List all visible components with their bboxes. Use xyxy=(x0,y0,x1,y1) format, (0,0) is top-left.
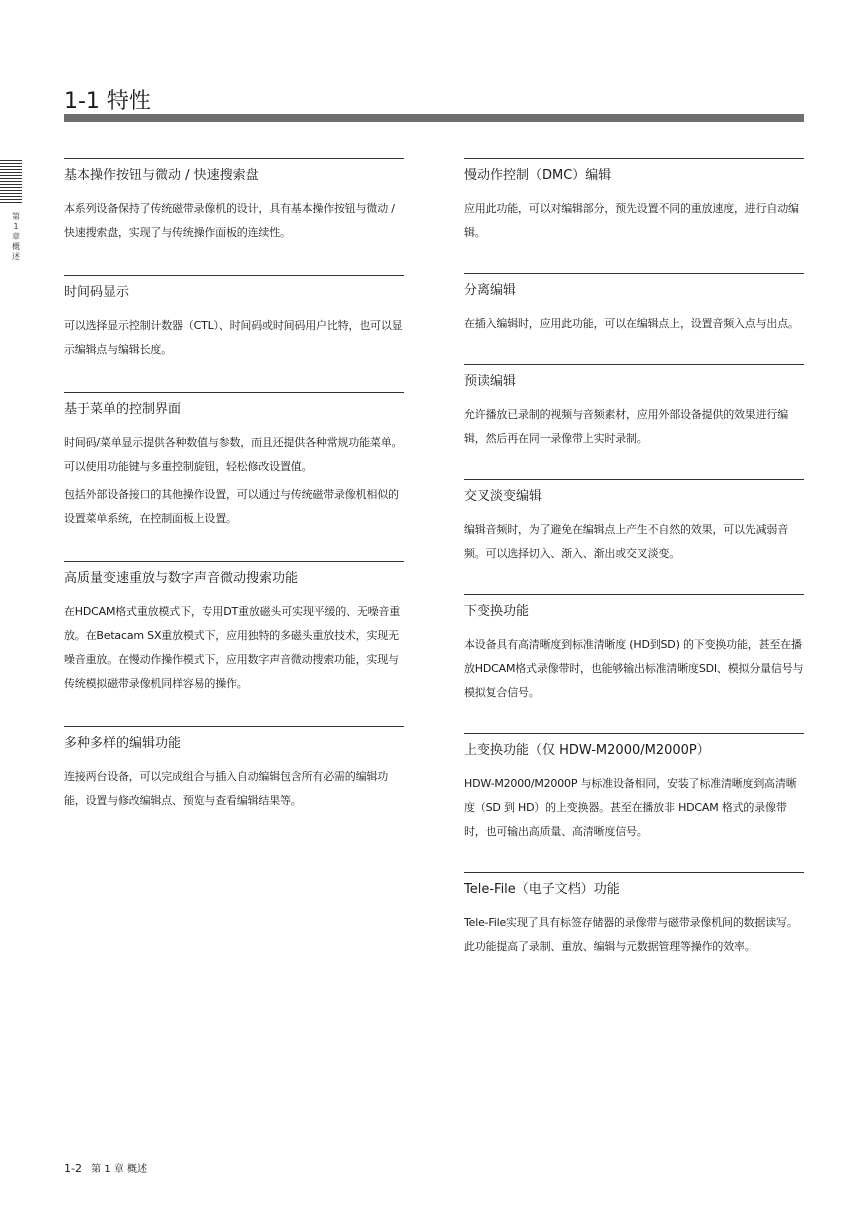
section-title: 下变换功能 xyxy=(464,604,530,619)
section-title: 基于菜单的控制界面 xyxy=(64,402,182,417)
page-footer xyxy=(64,1160,147,1175)
feature-section xyxy=(64,726,404,813)
feature-section xyxy=(464,733,804,844)
feature-section xyxy=(64,275,404,362)
section-title: 多种多样的编辑功能 xyxy=(64,736,182,751)
section-paragraph: 本系列设备保持了传统磁带录像机的设计，具有基本操作按钮与微动 / 快速搜索盘，实现了与传统操作面板的连续性。 xyxy=(64,202,395,239)
section-paragraph: 在插入编辑时，应用此功能，可以在编辑点上，设置音频入点与出点。 xyxy=(464,317,799,330)
feature-section xyxy=(464,158,804,245)
section-paragraph: 包括外部设备接口的其他操作设置，可以通过与传统磁带录像机相似的设置菜单系统，在控制面板上设置。 xyxy=(64,488,399,525)
right-column xyxy=(464,158,804,963)
section-paragraph: HDW-M2000/M2000P 与标准设备相同，安装了标准清晰度到高清晰度（SD 到 HD）的上变换器。甚至在播放非 HDCAM 格式的录像带时，也可输出高质量、高清晰度信号。 xyxy=(464,777,797,838)
section-title: 预读编辑 xyxy=(464,374,517,389)
page-number: 1-2 xyxy=(64,1162,82,1175)
feature-section xyxy=(464,872,804,959)
feature-section xyxy=(64,158,404,245)
feature-section xyxy=(64,561,404,696)
feature-section xyxy=(464,479,804,566)
section-paragraph: 允许播放已录制的视频与音频素材，应用外部设备提供的效果进行编辑，然后再在同一录像带上实时录制。 xyxy=(464,408,788,445)
section-title: 交叉淡变编辑 xyxy=(464,489,543,504)
title-rule xyxy=(64,114,804,122)
feature-section xyxy=(464,594,804,705)
section-title: 慢动作控制（DMC）编辑 xyxy=(464,168,612,183)
section-title: Tele-File（电子文档）功能 xyxy=(464,882,620,897)
footer-chapter: 第 1 章 概述 xyxy=(91,1164,148,1175)
section-title: 上变换功能（仅 HDW-M2000/M2000P） xyxy=(464,743,710,758)
feature-section xyxy=(464,364,804,451)
section-title: 分离编辑 xyxy=(464,283,517,298)
section-title: 高质量变速重放与数字声音微动搜索功能 xyxy=(64,571,299,586)
feature-section xyxy=(64,392,404,531)
section-paragraph: 编辑音频时，为了避免在编辑点上产生不自然的效果，可以先减弱音频。可以选择切入、渐入、渐出或交叉淡变。 xyxy=(464,523,788,560)
feature-section xyxy=(464,273,804,336)
section-paragraph: 在HDCAM格式重放模式下，专用DT重放磁头可实现平缓的、无噪音重放。在Betacam SX重放模式下，应用独特的多磁头重放技术，实现无噪音重放。在慢动作操作模式下，应用数字声音微动搜索功能，实现与传统模拟磁带录像机同样容易的操作。 xyxy=(64,605,401,690)
section-paragraph: 应用此功能，可以对编辑部分，预先设置不同的重放速度，进行自动编辑。 xyxy=(464,202,799,239)
section-paragraph: 连接两台设备，可以完成组合与插入自动编辑包含所有必需的编辑功能，设置与修改编辑点、预览与查看编辑结果等。 xyxy=(64,770,388,807)
section-paragraph: 时间码/菜单显示提供各种数值与参数，而且还提供各种常规功能菜单。可以使用功能键与多重控制旋钮，轻松修改设置值。 xyxy=(64,436,403,473)
side-tab-marker xyxy=(0,160,22,205)
left-column xyxy=(64,158,404,817)
page-title: 1-1 特性 xyxy=(64,89,151,114)
section-paragraph: 本设备具有高清晰度到标准清晰度 (HD到SD) 的下变换功能，甚至在播放HDCAM格式录像带时，也能够输出标准清晰度SDI、模拟分量信号与模拟复合信号。 xyxy=(464,638,804,699)
side-tab-label: 第1章 概述 xyxy=(12,212,20,261)
section-title: 基本操作按钮与微动 / 快速搜索盘 xyxy=(64,168,259,183)
section-paragraph: Tele-File实现了具有标签存储器的录像带与磁带录像机间的数据读写。此功能提高了录制、重放、编辑与元数据管理等操作的效率。 xyxy=(464,916,798,953)
section-title: 时间码显示 xyxy=(64,285,130,300)
section-paragraph: 可以选择显示控制计数器（CTL）、时间码或时间码用户比特，也可以显示编辑点与编辑长度。 xyxy=(64,319,403,356)
